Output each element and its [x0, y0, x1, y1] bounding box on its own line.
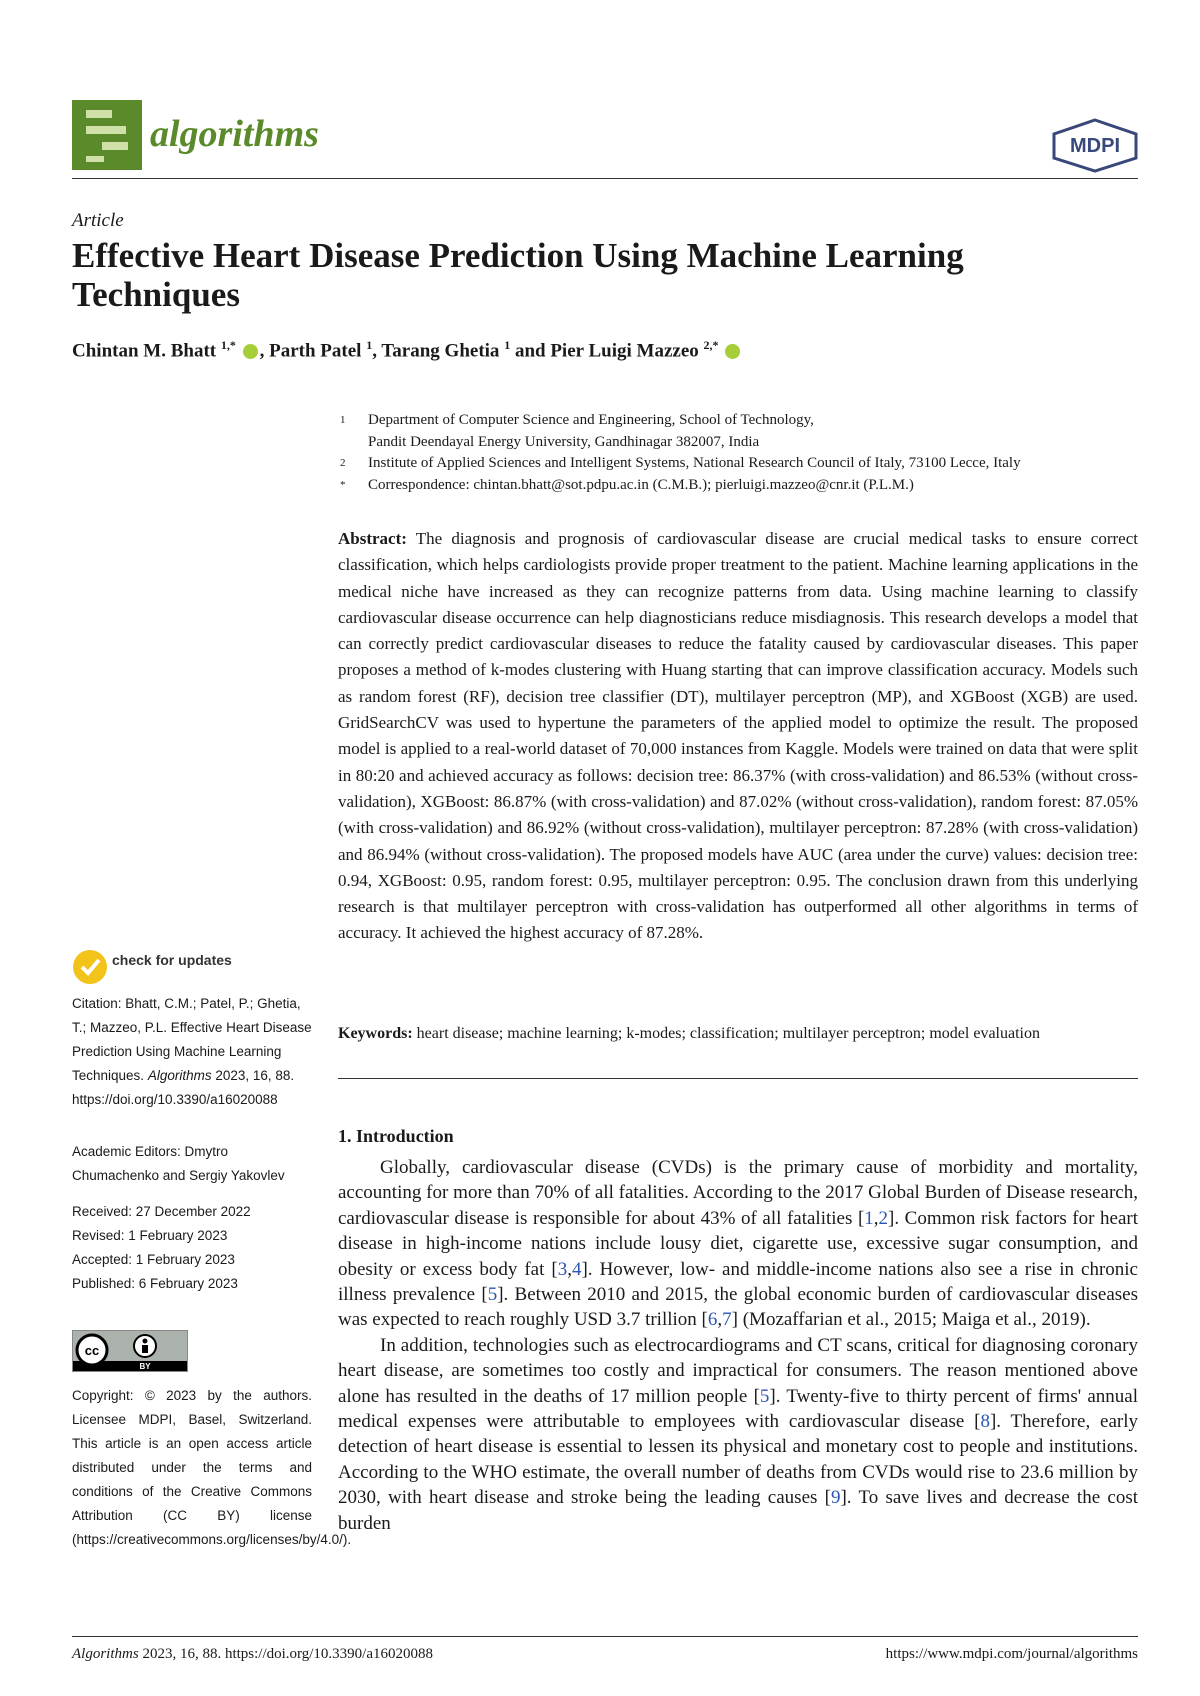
paragraph-text: ]. To save lives and decrease the cost burden [338, 1487, 1138, 1534]
affiliation-marker [340, 432, 368, 454]
affiliation-marker: * [340, 478, 346, 491]
author-name[interactable]: Parth Patel [269, 340, 362, 362]
abstract-divider [338, 1078, 1138, 1079]
author-affiliation-marker: 2,* [703, 338, 719, 352]
reference-link[interactable]: 2 [878, 1207, 889, 1229]
affiliation-row [340, 453, 1140, 475]
introduction-body [338, 1155, 1138, 1536]
reference-link[interactable]: 1 [864, 1207, 874, 1229]
correspondence-row [340, 475, 1140, 497]
footer-journal-url[interactable]: https://www.mdpi.com/journal/algorithms [885, 1646, 1138, 1662]
paragraph-text: In addition, technologies such as electrocardiograms and CT scans, critical for diagnosing coronary heart disease, are sometimes too costly and impractical for consumers. The reason mentioned above alone has resulted in the deaths of 17 million people [ [338, 1334, 1138, 1407]
affiliation-text: Pandit Deendayal Energy University, Gandhinagar 382007, India [368, 433, 760, 450]
article-title: Effective Heart Disease Prediction Using Machine Learning Techniques [72, 236, 964, 314]
section-heading: 1. Introduction [338, 1126, 454, 1146]
orcid-icon[interactable] [725, 344, 740, 359]
mdpi-logo-text: MDPI [1070, 135, 1120, 157]
reference-link[interactable]: 7 [722, 1309, 732, 1331]
abstract-label: Abstract: [338, 529, 407, 548]
abstract-text: The diagnosis and prognosis of cardiovascular disease are crucial medical tasks to ensure correct classification, which helps cardiologists provide proper treatment to the patient. Machine learning applications in the medical niche have increased as they can recognize patterns from data. Using machine learning to classify cardiovascular disease occurrence can help diagnosticians reduce misdiagnosis. This research develops a model that can correctly predict cardiovascular diseases to reduce the fatality caused by cardiovascular diseases. This paper proposes a method of k-modes clustering with Huang starting that can improve classification accuracy. Models such as random forest (RF), decision tree classifier (DT), multilayer perceptron (MP), and XGBoost (XGB) are used. GridSearchCV was used to hypertune the parameters of the applied model to optimize the result. The proposed model is applied to a real-world dataset of 70,000 instances from Kaggle. Models were trained on data that were split in 80:20 and achieved accuracy as follows: decision tree: 86.37% (with cross-validation) and 86.53% (without cross-validation), XGBoost: 86.87% (with cross-validation) and 87.02% (without cross-validation), random forest: 87.05% (with cross-validation) and 86.92% (without cross-validation), multilayer perceptron: 87.28% (with cross-validation) and 86.94% (without cross-validation). The proposed models have AUC (area under the curve) values: decision tree: 0.94, XGBoost: 0.95, random forest: 0.95, multilayer perceptron: 0.95. The conclusion drawn from this underlying research is that multilayer perceptron with cross-validation has outperformed all other algorithms in terms of accuracy. It achieved the highest accuracy of 87.28%. [338, 529, 1138, 943]
affiliation-row [340, 432, 1140, 454]
citation-doi[interactable]: 2023, 16, 88. https://doi.org/10.3390/a16020088 [72, 1068, 295, 1107]
author-list: Chintan M. Bhatt $^{1,*}$ , Parth Patel $^1$, Tarang Ghetia $^1$ and Pier Luigi Mazzeo $^{2,*}$ [72, 338, 742, 362]
citation-journal: Algorithms [147, 1068, 212, 1083]
footer-citation [72, 1646, 433, 1663]
paragraph-text: ]. Common risk factors for heart disease in high-income nations include lousy diet, cigarette use, excessive sugar consumption, and obesity or excess body fat [ [338, 1207, 1138, 1280]
journal-logo-icon [72, 100, 142, 170]
affiliation-row [340, 410, 1140, 432]
reference-link[interactable]: 5 [759, 1385, 770, 1407]
author-affiliation-marker: 1 [504, 338, 511, 352]
academic-editors: Academic Editors: Dmytro Chumachenko and Sergiy Yakovlev [72, 1144, 285, 1183]
paragraph-text: ] (Mozaffarian et al., 2015; Maiga et al., 2019). [731, 1309, 1091, 1331]
header-divider [72, 178, 1138, 179]
paragraph [338, 1333, 1138, 1536]
author-name[interactable]: Chintan M. Bhatt [72, 340, 217, 362]
paragraph-text: Globally, cardiovascular disease (CVDs) is the primary cause of morbidity and mortality, accounting for more than 70% of all fatalities. According to the 2017 Global Burden of Disease research, cardiovascular disease is responsible for about 43% of all fatalities [ [338, 1157, 1138, 1229]
footer-journal: Algorithms [72, 1646, 139, 1662]
author-affiliation-marker: 1 [366, 338, 373, 352]
revised-date: Revised: 1 February 2023 [72, 1228, 228, 1243]
author-name[interactable]: Tarang Ghetia [381, 340, 500, 362]
keywords-text: heart disease; machine learning; k-modes; classification; multilayer perceptron; model evaluation [416, 1025, 1040, 1042]
journal-logo [72, 100, 142, 170]
citation-block [72, 992, 312, 1112]
paragraph-text: ]. Between 2010 and 2015, the global economic burden of cardiovascular diseases was expected to reach roughly USD 3.7 trillion [ [338, 1284, 1138, 1331]
article-type: Article [72, 210, 124, 231]
reference-link[interactable]: 3 [557, 1258, 568, 1280]
paragraph-text: ]. Twenty-five to thirty percent of firms' annual medical expenses were attributable to employees with cardiovascular disease [ [338, 1385, 1138, 1433]
paragraph: Globally, cardiovascular disease (CVDs) is the primary cause of morbidity and mortality, accounting for more than 70% of all fatalities. According to the 2017 Global Burden of Disease research, cardiovascular disease is responsible for about 43% of all fatalities [1,2]. Common risk factors for heart disease in high-income nations include lousy diet, cigarette use, excessive sugar consumption, and obesity or excess body fat [3,4]. However, low- and middle-income nations also see a rise in chronic illness prevalence [5]. Between 2010 and 2015, the global economic burden of cardiovascular diseases was expected to reach roughly USD 3.7 trillion [6,7] (Mozaffarian et al., 2015; Maiga et al., 2019). [338, 1157, 1138, 1331]
reference-link[interactable]: 5 [487, 1284, 498, 1306]
keywords-label: Keywords: [338, 1025, 413, 1042]
affiliation-text: Institute of Applied Sciences and Intelligent Systems, National Research Council of Italy, 73100 Lecce, Italy [368, 455, 1021, 471]
check-for-updates-badge[interactable] [72, 948, 232, 991]
author-name[interactable]: Pier Luigi Mazzeo [550, 340, 699, 362]
reference-link[interactable]: 9 [830, 1487, 841, 1509]
received-date: Received: 27 December 2022 [72, 1204, 251, 1219]
reference-link[interactable]: 4 [571, 1258, 582, 1280]
author-affiliation-marker: 1,* [220, 338, 236, 352]
mdpi-logo [1050, 118, 1140, 178]
copyright-notice: Copyright: © 2023 by the authors. Licensee MDPI, Basel, Switzerland. This article is an open access article distributed under the terms and conditions of the Creative Commons Attribution (CC BY) license (https://creativecommons.org/licenses/by/4.0/). [72, 1388, 352, 1547]
affiliation-marker: 1 [340, 414, 346, 426]
paragraph-text: ]. Therefore, early detection of heart disease is essential to lessen its physical and monetary cost to people and institutions. According to the WHO estimate, the overall number of deaths from CVDs would rise to 23.6 million by 2030, with heart disease and stroke being the leading causes [ [338, 1411, 1139, 1509]
publication-dates [72, 1200, 312, 1296]
citation-text: Citation: Bhatt, C.M.; Patel, P.; Ghetia, T.; Mazzeo, P.L. Effective Heart Disease Prediction Using Machine Learning Techniques. [72, 996, 312, 1083]
affiliations [340, 410, 1140, 496]
affiliation-text: Department of Computer Science and Engineering, School of Technology, [368, 412, 814, 428]
abstract [338, 526, 1138, 947]
cc-by-text: BY [139, 1362, 151, 1371]
affiliation-marker: 2 [340, 457, 346, 469]
correspondence-text[interactable]: Correspondence: chintan.bhatt@sot.pdpu.ac.in (C.M.B.); pierluigi.mazzeo@cnr.it (P.L.M.) [368, 476, 914, 493]
published-date: Published: 6 February 2023 [72, 1276, 238, 1291]
accepted-date: Accepted: 1 February 2023 [72, 1252, 235, 1267]
check-updates-text: check for updates [112, 952, 232, 968]
cc-icon: cc [84, 1343, 100, 1358]
keywords [338, 1025, 1138, 1043]
reference-link[interactable]: 6 [707, 1309, 718, 1331]
footer-divider [72, 1636, 1138, 1637]
reference-link[interactable]: 8 [980, 1411, 990, 1433]
orcid-icon[interactable] [243, 344, 258, 359]
cc-by-license-badge[interactable] [72, 1330, 188, 1372]
paragraph-text: ]. However, low- and middle-income nations also see a rise in chronic illness prevalence [ [338, 1258, 1138, 1306]
footer-doi[interactable]: 2023, 16, 88. https://doi.org/10.3390/a16020088 [138, 1646, 433, 1662]
journal-name: algorithms [150, 113, 319, 155]
